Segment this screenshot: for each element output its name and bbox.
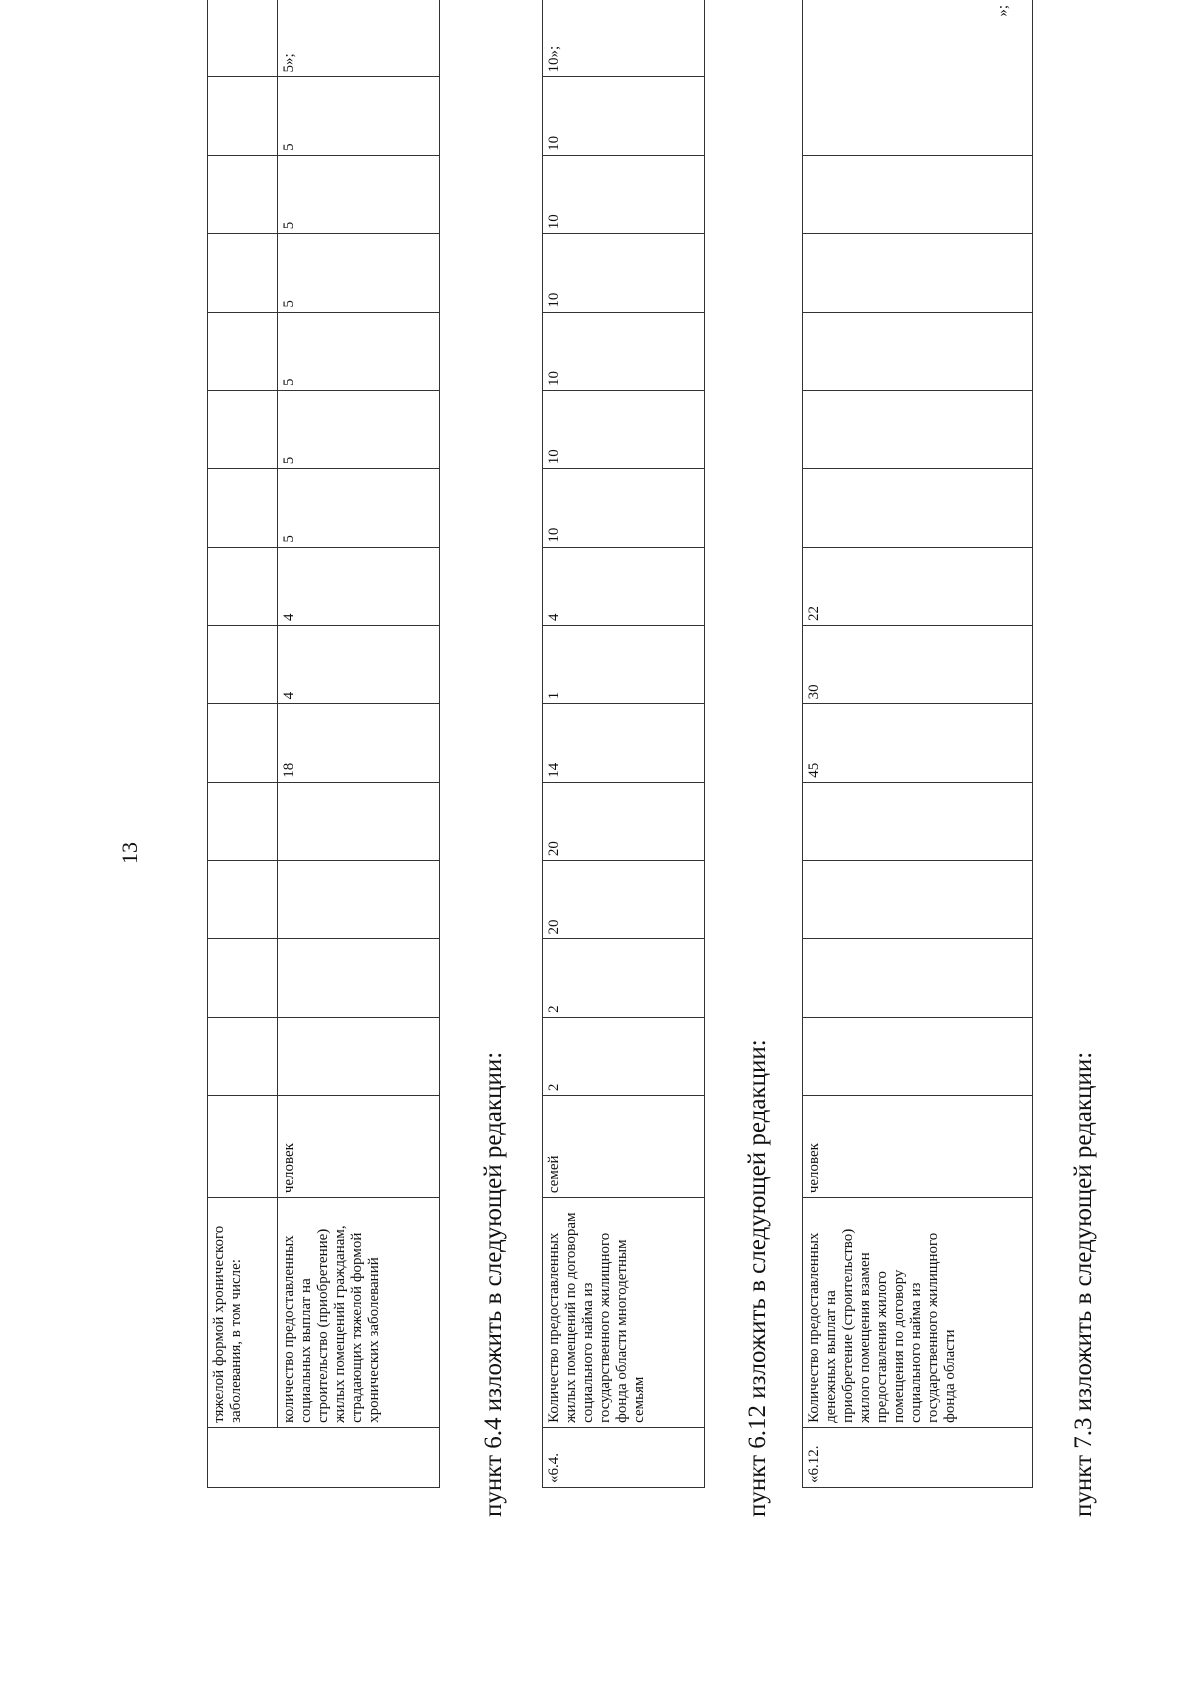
value-cell: [208, 77, 278, 155]
value-cell: 45: [803, 704, 1033, 782]
value-cell: 5»;: [278, 0, 440, 77]
table-row-6-12: [802, 0, 1033, 1488]
unit-cell: [208, 1096, 278, 1198]
value-cell: [208, 0, 278, 77]
value-cell: [208, 704, 278, 782]
value-cell: [278, 939, 440, 1017]
value-cell: 22: [803, 547, 1033, 625]
section-heading-6-12: пункт 6.12 изложить в следующей редакции:: [744, 1039, 771, 1517]
value-cell: [208, 939, 278, 1017]
unit-cell: семей: [543, 1096, 705, 1198]
value-cell: [208, 547, 278, 625]
value-cell: 10: [543, 390, 705, 468]
value-cell: [803, 312, 1033, 390]
value-cell: [208, 390, 278, 468]
table-row-6-4: [542, 0, 705, 1488]
value-cell: [208, 312, 278, 390]
value-cell: [278, 861, 440, 939]
value-cell: [803, 861, 1033, 939]
value-cell: [803, 939, 1033, 1017]
value-cell: [208, 861, 278, 939]
value-cell: 5: [278, 234, 440, 312]
value-cell: 20: [543, 861, 705, 939]
row-number: «6.4.: [543, 1427, 705, 1487]
closing-quote-mark: »;: [995, 5, 1011, 17]
value-cell: 10»;: [543, 0, 705, 77]
value-cell: [208, 782, 278, 860]
value-cell: 20: [543, 782, 705, 860]
value-cell: 5: [278, 312, 440, 390]
value-cell: 4: [278, 626, 440, 704]
value-cell: 2: [543, 939, 705, 1017]
value-cell: [803, 234, 1033, 312]
section-heading-6-4: пункт 6.4 изложить в следующей редакции:: [480, 1051, 507, 1517]
value-cell: 4: [278, 547, 440, 625]
value-cell: [803, 0, 1033, 155]
table-row: [543, 0, 705, 1488]
value-cell: [208, 155, 278, 233]
value-cell: [208, 234, 278, 312]
value-cell: 5: [278, 390, 440, 468]
value-cell: 14: [543, 704, 705, 782]
value-cell: [208, 469, 278, 547]
row-number: [208, 1427, 440, 1487]
value-cell: [803, 390, 1033, 468]
value-cell: 10: [543, 469, 705, 547]
value-cell: 2: [543, 1017, 705, 1095]
table-row: [278, 0, 440, 1488]
unit-cell: человек: [803, 1096, 1033, 1198]
value-cell: 10: [543, 312, 705, 390]
value-cell: [208, 626, 278, 704]
value-cell: [208, 1017, 278, 1095]
indicator-name: Количество предоставленных жилых помещений по договорам социального найма из государственного жилищного фонда области многодетным семьям: [543, 1198, 705, 1428]
value-cell: 5: [278, 77, 440, 155]
value-cell: [803, 155, 1033, 233]
value-cell: 10: [543, 77, 705, 155]
row-number: «6.12.: [803, 1427, 1033, 1487]
page-number: 13: [117, 842, 142, 864]
table-row: [803, 0, 1033, 1488]
table-row: [208, 0, 278, 1488]
value-cell: 5: [278, 469, 440, 547]
value-cell: 10: [543, 155, 705, 233]
indicator-name: количество предоставленных социальных выплат на строительство (приобретение) жилых помещений гражданам, страдающих тяжелой формой хронических заболеваний: [278, 1198, 440, 1428]
value-cell: 10: [543, 234, 705, 312]
value-cell: [278, 782, 440, 860]
value-cell: 30: [803, 626, 1033, 704]
value-cell: 1: [543, 626, 705, 704]
value-cell: [803, 469, 1033, 547]
unit-cell: человек: [278, 1096, 440, 1198]
table-continuation: [207, 0, 440, 1488]
section-heading-7-3: пункт 7.3 изложить в следующей редакции:: [1070, 1051, 1097, 1517]
value-cell: 5: [278, 155, 440, 233]
value-cell: [803, 782, 1033, 860]
value-cell: 18: [278, 704, 440, 782]
indicator-name: Количество предоставленных денежных выплат на приобретение (строительство) жилого помещения взамен предоставления жилого помещения по договору социального найма из государственного жилищного фонда области: [803, 1198, 1033, 1428]
value-cell: [803, 1017, 1033, 1095]
value-cell: [278, 1017, 440, 1095]
value-cell: 4: [543, 547, 705, 625]
indicator-name: тяжелой формой хронического заболевания, в том числе:: [208, 1198, 278, 1428]
